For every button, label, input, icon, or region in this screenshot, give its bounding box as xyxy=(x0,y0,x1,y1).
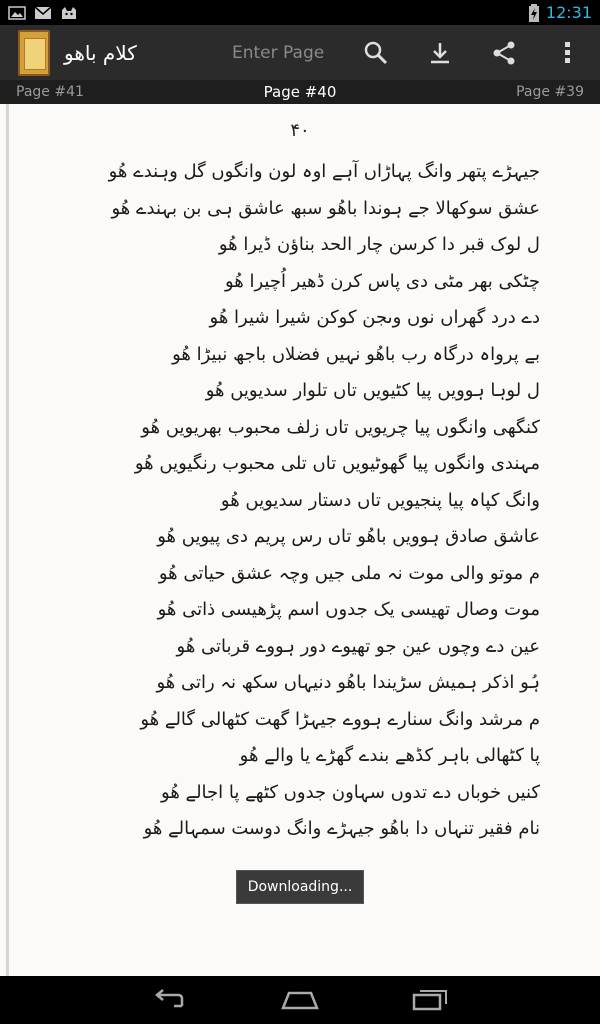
back-icon xyxy=(152,989,188,1011)
page-navigation xyxy=(0,80,600,104)
overflow-menu-icon xyxy=(564,40,572,66)
verse-line: م مرشد وانگ سنارے ہووے جیہڑا گھت کٹھالی گالے ھُو xyxy=(140,708,540,730)
downloading-toast: Downloading... xyxy=(236,870,364,904)
recent-apps-button[interactable] xyxy=(400,980,460,1020)
status-time: 12:31 xyxy=(545,3,592,22)
verse-line: جیہڑے پتھر وانگ پہاڑاں آہے اوہ لون وانگوں گل وہندے ھُو xyxy=(108,161,540,182)
next-page-link[interactable]: Page #39 xyxy=(516,84,584,100)
current-page-label: Page #40 xyxy=(263,83,337,101)
mail-icon xyxy=(34,6,52,20)
verses xyxy=(80,154,540,848)
picture-icon xyxy=(8,6,26,20)
prev-page-link[interactable]: Page #41 xyxy=(16,84,84,100)
app-book-icon[interactable] xyxy=(18,30,50,76)
verse-line: پا کٹھالی باہر کڈھے بندے گھڑے یا والے ھُو xyxy=(239,745,540,766)
verse-line: نام فقیر تنہاں دا باھُو جیہڑے وانگ دوست سمہالے ھُو xyxy=(143,818,540,839)
verse-line: چٹکی بھر مٹی دی پاس کرن ڈھیر اُچیرا ھُو xyxy=(224,270,540,292)
overflow-menu-button[interactable] xyxy=(536,25,600,80)
verse-line: ل لوہا ہوویں پیا کٹیویں تاں تلوار سدیویں ھُو xyxy=(205,380,540,401)
download-icon xyxy=(427,40,453,66)
home-icon xyxy=(281,990,319,1010)
cat-icon xyxy=(60,6,78,20)
verse-line: عاشق صادق ہوویں باھُو تاں رس پریم دی پیویں ھُو xyxy=(157,526,540,547)
recent-apps-icon xyxy=(412,989,448,1011)
verse-line: مہندی وانگوں پیا گھوٹیویں تاں تلی محبوب رنگیویں ھُو xyxy=(134,453,540,474)
system-nav-bar xyxy=(0,976,600,1024)
verse-line: عشق سوکھالا جے ہوندا باھُو سبھ عاشق ہی بن بہندے ھُو xyxy=(111,197,540,219)
search-icon xyxy=(363,40,389,66)
enter-page-input[interactable] xyxy=(232,43,324,63)
verse-line: موت وصال تھیسی یک جدوں اسم پڑھیسی ذاتی ھُو xyxy=(157,599,540,620)
app-title: کلام باھو xyxy=(64,40,137,65)
share-button[interactable] xyxy=(472,25,536,80)
verse-line: ہُو اذکر ہمیش سڑیندا باھُو دنیہاں سکھ نہ راتی ھُو xyxy=(156,672,540,693)
battery-charging-icon xyxy=(528,4,540,22)
verse-line: م موتو والی موت نہ ملی جیں وچہ عشق حیاتی ھُو xyxy=(158,562,540,584)
action-bar xyxy=(0,25,600,80)
status-bar xyxy=(0,0,600,25)
verse-line: عین دے وچوں عین جو تھیوے دور ہووے قرباتی ھُو xyxy=(176,635,540,657)
search-button[interactable] xyxy=(344,25,408,80)
book-page[interactable] xyxy=(0,104,600,976)
home-button[interactable] xyxy=(270,980,330,1020)
verse-line: ل لوک قبر دا کرسن چار الحد بناؤن ڈیرا ھُو xyxy=(218,234,540,255)
notification-icons xyxy=(8,6,78,20)
verse-line: کنیں خوباں دے تدوں سہاون جدوں کٹھے پا اجالے ھُو xyxy=(161,781,540,803)
back-button[interactable] xyxy=(140,980,200,1020)
download-button[interactable] xyxy=(408,25,472,80)
verse-line: کنگھی وانگوں پیا چریویں تاں زلف محبوب بھریویں ھُو xyxy=(141,416,540,438)
share-icon xyxy=(491,40,517,66)
verse-line: بے پرواہ درگاہ رب باھُو نہیں فضلاں باجھ نبیڑا ھُو xyxy=(172,343,540,365)
verse-line: دے درد گھراں نوں وںجن کوکن شیرا شیرا ھُو xyxy=(209,307,540,328)
verse-line: وانگ کپاہ پیا پنجیویں تاں دستار سدیویں ھُو xyxy=(220,489,540,511)
page-number: ۴۰ xyxy=(290,120,310,141)
